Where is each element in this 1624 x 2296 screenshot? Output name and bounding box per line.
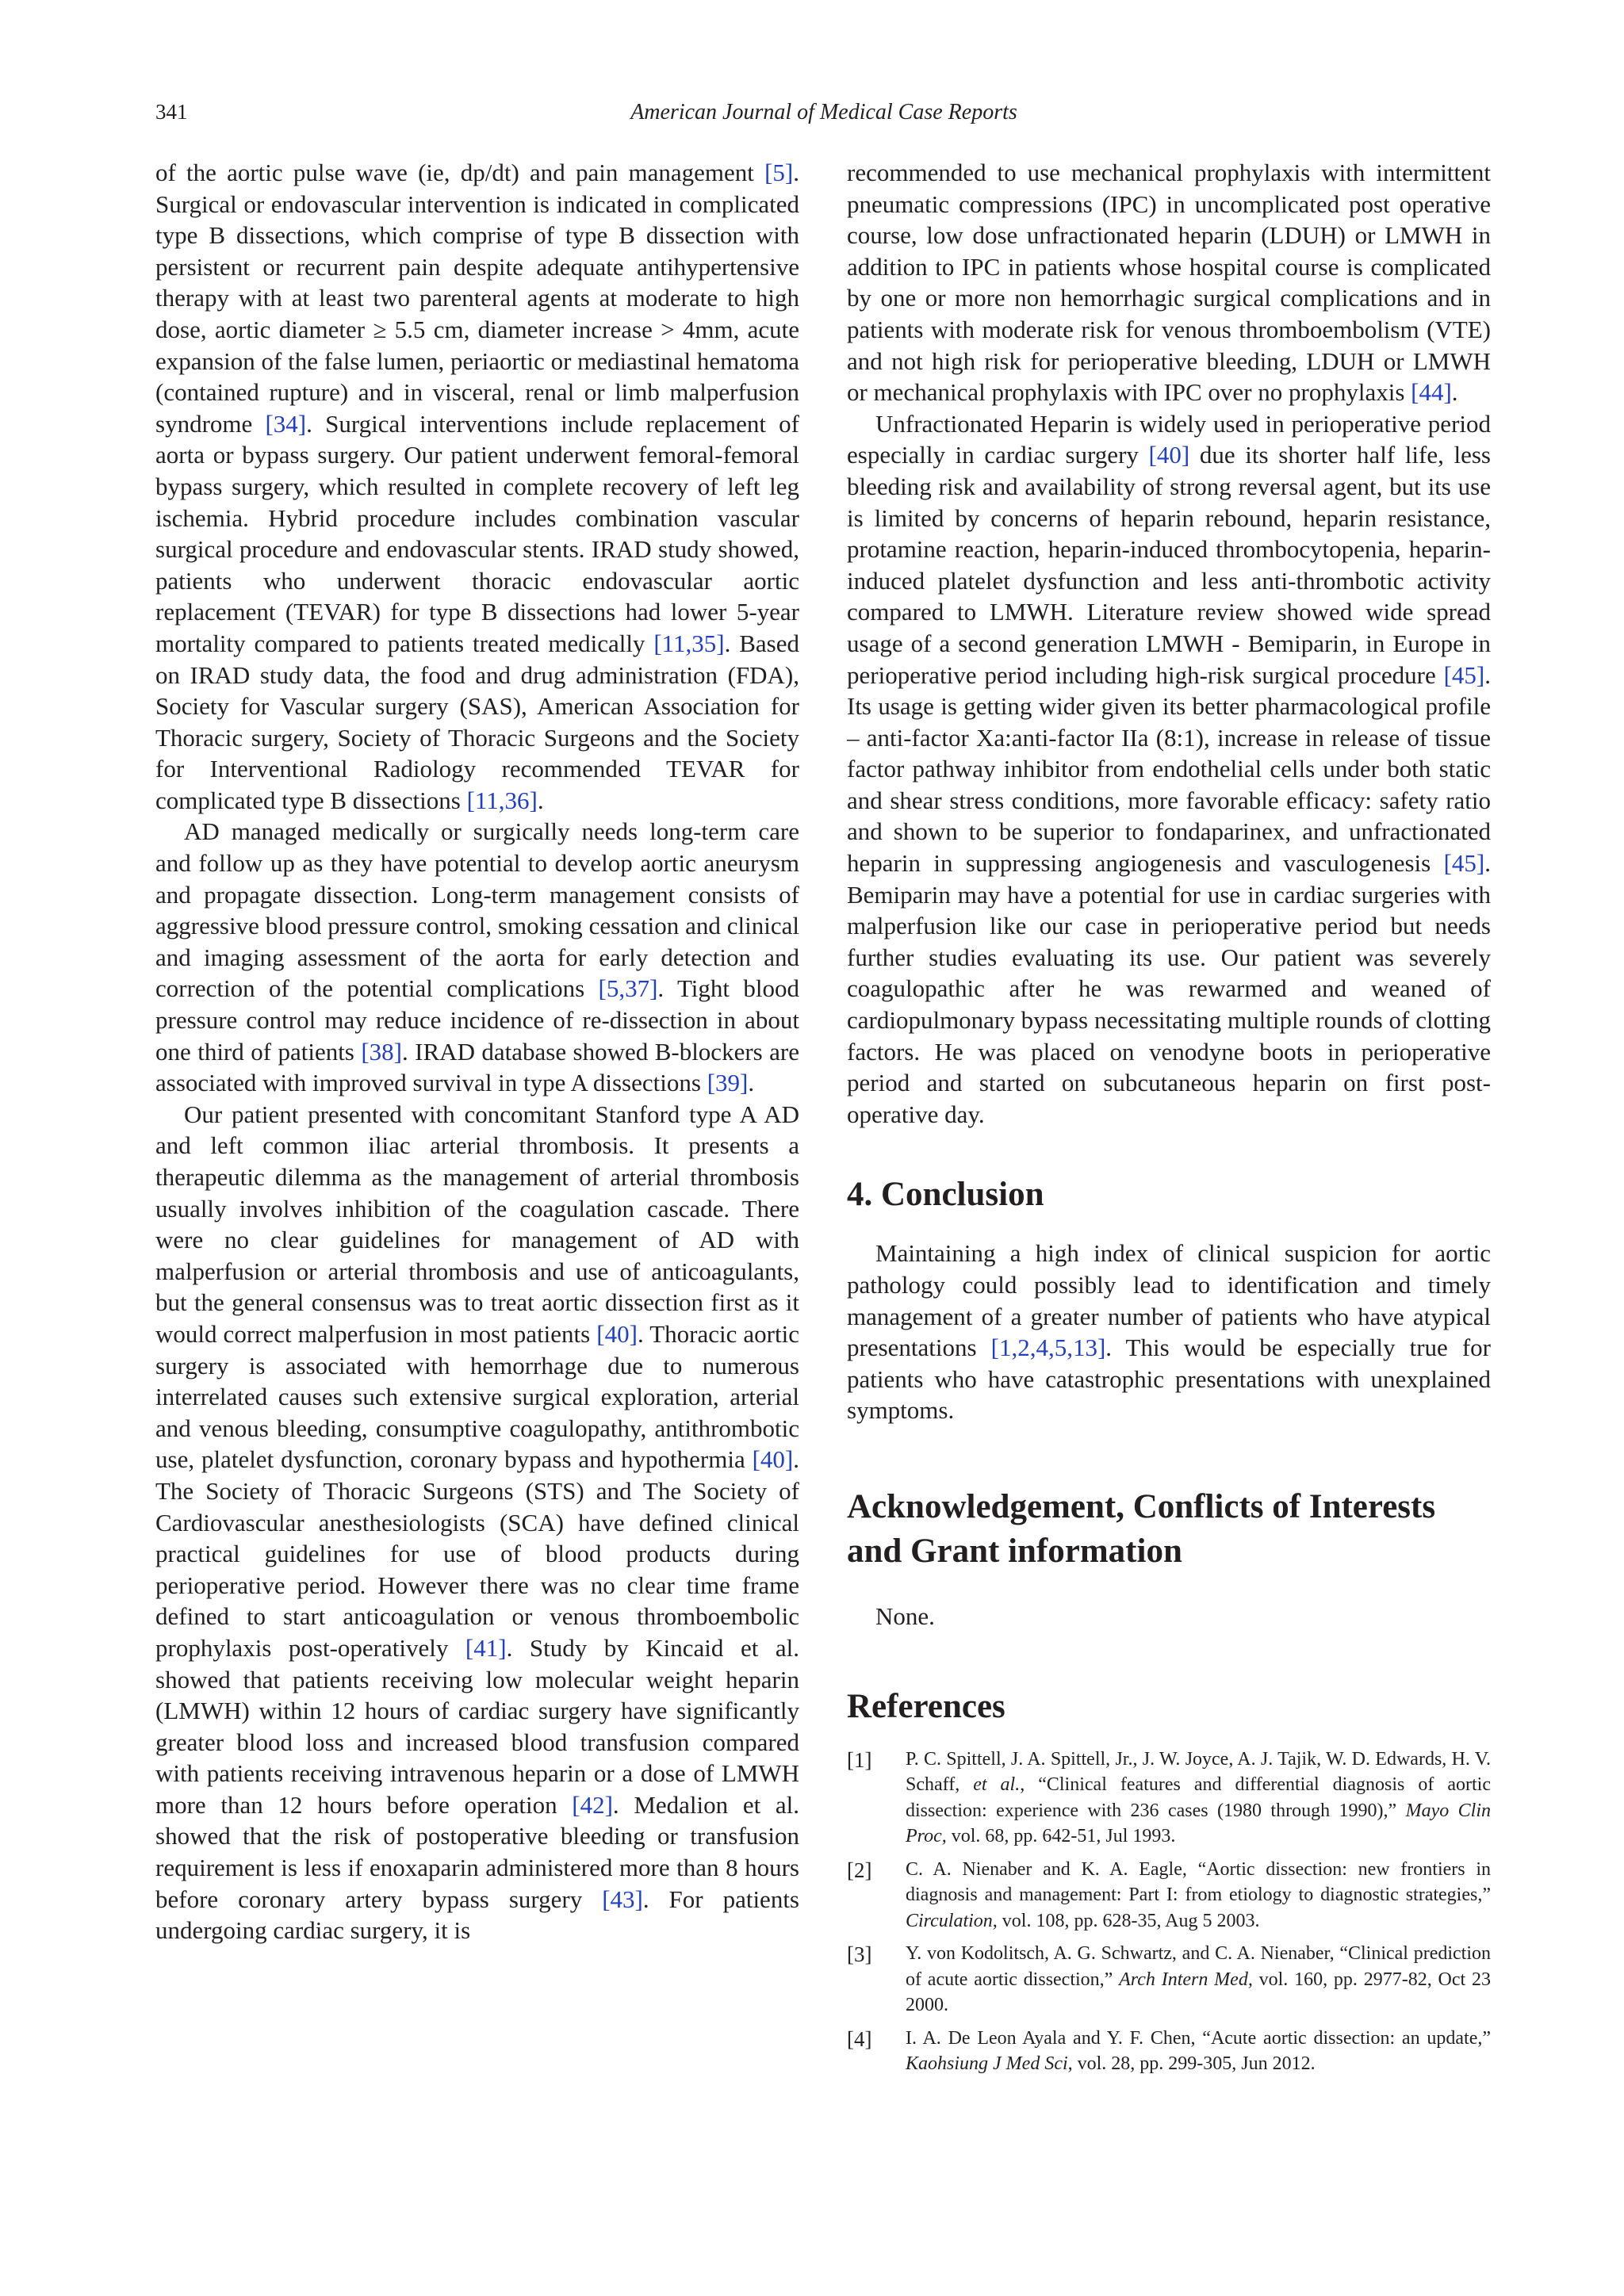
section-heading-acknowledgement: Acknowledgement, Conflicts of Interests and Grant information xyxy=(847,1487,1436,1570)
citation-link[interactable]: [45] xyxy=(1443,849,1485,878)
citation-link[interactable]: [40] xyxy=(752,1445,794,1474)
body-paragraph: of the aortic pulse wave (ie, dp/dt) and pain management [5]. Surgical or endovascular intervention is indicated in complicated type B dissections, which comprise of type B dissection with persistent or recurrent pain despite adequate antihypertensive therapy with at least two parenteral agents at moderate to high dose, aortic diameter ≥ 5.5 cm, diameter increase > 4mm, acute expansion of the false lumen, periaortic or mediastinal hematoma (contained rupture) and in visceral, renal or limb malperfusion syndrome [34]. Surgical interventions include replacement of aorta or bypass surgery. Our patient underwent femoral-femoral bypass surgery, which resulted in complete recovery of left leg ischemia. Hybrid procedure includes combination vascular surgical procedure and endovascular stents. IRAD study showed, patients who underwent thoracic endovascular aortic replacement (TEVAR) for type B dissections had lower 5-year mortality compared to patients treated medically [11,35]. Based on IRAD study data, the food and drug administration (FDA), Society for Vascular surgery (SAS), American Association for Thoracic surgery, Society of Thoracic Surgeons and the Society for Interventional Radiology recommended TEVAR for complicated type B dissections [11,36]. xyxy=(155,159,800,814)
acknowledgement-text: None. xyxy=(875,1601,935,1630)
left-column xyxy=(155,157,799,1946)
citation-link[interactable]: [43] xyxy=(602,1885,643,1913)
citation-link[interactable]: [44] xyxy=(1411,378,1452,407)
citation-link[interactable]: [38] xyxy=(361,1037,402,1066)
reference-number: [4] xyxy=(847,2026,872,2051)
citation-link[interactable]: [1,2,4,5,13] xyxy=(990,1334,1106,1362)
page-header xyxy=(155,100,1492,127)
body-paragraph: Unfractionated Heparin is widely used in perioperative period especially in cardiac surgery [40] due its shorter half life, less bleeding risk and availability of strong reversal agent, but its use is limited by concerns of heparin rebound, heparin resistance, protamine reaction, heparin-induced thrombocytopenia, heparin- induced platelet dysfunction and less anti-thrombotic activity compared to LMWH. Literature review showed wide spread usage of a second generation LMWH - Bemiparin, in Europe in perioperative period including high-risk surgical procedure [45]. Its usage is getting wider given its better pharmacological profile – anti-factor Xa:anti-factor IIa (8:1), increase in release of tissue factor pathway inhibitor from endothelial cells under both static and shear stress conditions, more favorable efficacy: safety ratio and shown to be superior to fondaparinex, and unfractionated heparin in suppressing angiogenesis and vasculogenesis [45]. Bemiparin may have a potential for use in cardiac surgeries with malperfusion like our case in perioperative period but needs further studies evaluating its use. Our patient was severely coagulopathic after he was rewarmed and weaned of cardiopulmonary bypass necessitating multiple rounds of clotting factors. He was placed on venodyne boots in perioperative period and started on subcutaneous heparin on first post-operative day. xyxy=(847,409,1491,1128)
reference-text: P. C. Spittell, J. A. Spittell, Jr., J. W. Joyce, A. J. Tajik, W. D. Edwards, H. V. Schaff, et al., “Clinical features and differential diagnosis of aortic dissection: experience with 236 cases (1980 through 1990),” Mayo Clin Proc, vol. 68, pp. 642-51, Jul 1993. xyxy=(906,1748,1491,1847)
citation-link[interactable]: [42] xyxy=(572,1790,613,1819)
citation-link[interactable]: [5,37] xyxy=(598,974,658,1003)
journal-title: American Journal of Medical Case Reports xyxy=(630,100,1017,124)
body-paragraph: Our patient presented with concomitant Stanford type A AD and left common iliac arterial thrombosis. It presents a therapeutic dilemma as the management of arterial thrombosis usually involves inhibition of the coagulation cascade. There were no clear guidelines for management of AD with malperfusion or arterial thrombosis and use of anticoagulants, but the general consensus was to treat aortic dissection first as it would correct malperfusion in most patients [40]. Thoracic aortic surgery is associated with hemorrhage due to numerous interrelated causes such extensive surgical exploration, arterial and venous bleeding, consumptive coagulopathy, antithrombotic use, platelet dysfunction, coronary bypass and hypothermia [40]. The Society of Thoracic Surgeons (STS) and The Society of Cardiovascular anesthesiologists (SCA) have defined clinical practical guidelines for use of blood products during perioperative period. However there was no clear time frame defined to start anticoagulation or venous thromboembolic prophylaxis post-operatively [41]. Study by Kincaid et al. showed that patients receiving low molecular weight heparin (LMWH) within 12 hours of cardiac surgery have significantly greater blood loss and increased blood transfusion compared with patients receiving intravenous heparin or a dose of LMWH more than 12 hours before operation [42]. Medalion et al. showed that the risk of postoperative bleeding or transfusion requirement is less if enoxaparin administered more than 8 hours before coronary artery bypass surgery [43]. For patients undergoing cardiac surgery, it is xyxy=(155,1100,800,1945)
conclusion-paragraph: Maintaining a high index of clinical suspicion for aortic pathology could possibly lead to identification and timely management of a greater number of patients who have atypical presentations [1,2,4,5,13]. This would be especially true for patients who have catastrophic presentations with unexplained symptoms. xyxy=(847,1239,1492,1425)
reference-list xyxy=(847,1747,1491,2077)
body-paragraph: AD managed medically or surgically needs long-term care and follow up as they have potential to develop aortic aneurysm and propagate dissection. Long-term management consists of aggressive blood pressure control, smoking cessation and clinical and imaging assessment of the aorta for early detection and correction of the potential complications [5,37]. Tight blood pressure control may reduce incidence of re-dissection in about one third of patients [38]. IRAD database showed B-blockers are associated with improved survival in type A dissections [39]. xyxy=(155,817,799,1097)
citation-link[interactable]: [40] xyxy=(1148,441,1190,469)
citation-link[interactable]: [41] xyxy=(465,1633,507,1662)
section-heading-references: References xyxy=(847,1687,1005,1725)
reference-text: Y. von Kodolitsch, A. G. Schwartz, and C. A. Nienaber, “Clinical prediction of acute aortic dissection,” Arch Intern Med, vol. 160, pp. 2977-82, Oct 23 2000. xyxy=(906,1943,1492,2016)
reference-text: C. A. Nienaber and K. A. Eagle, “Aortic dissection: new frontiers in diagnosis and management: Part I: from etiology to diagnostic strategies,” Circulation, vol. 108, pp. 628-35, Aug 5 2003. xyxy=(906,1858,1491,1931)
citation-link[interactable]: [40] xyxy=(596,1319,638,1348)
reference-item xyxy=(847,1747,1491,1850)
section-heading-conclusion: 4. Conclusion xyxy=(847,1176,1044,1214)
page-number: 341 xyxy=(155,100,188,124)
reference-number: [1] xyxy=(847,1747,872,1772)
reference-number: [3] xyxy=(847,1942,872,1967)
reference-item xyxy=(847,1941,1491,2019)
citation-link[interactable]: [11,35] xyxy=(653,629,725,657)
citation-link[interactable]: [34] xyxy=(265,409,307,438)
citation-link[interactable]: [39] xyxy=(707,1069,749,1097)
reference-item xyxy=(847,2026,1491,2077)
body-paragraph: recommended to use mechanical prophylaxis with intermittent pneumatic compressions (IPC) in uncomplicated post operative course, low dose unfractionated heparin (LDUH) or LMWH in addition to IPC in patients whose hospital course is complicated by one or more non hemorrhagic surgical complications and in patients with moderate risk for venous thromboembolism (VTE) and not high risk for perioperative bleeding, LDUH or LMWH or mechanical prophylaxis with IPC over no prophylaxis [44]. xyxy=(847,159,1491,407)
reference-text: I. A. De Leon Ayala and Y. F. Chen, “Acute aortic dissection: an update,” Kaohsiung J Med Sci, vol. 28, pp. 299-305, Jun 2012. xyxy=(906,2027,1491,2075)
citation-link[interactable]: [45] xyxy=(1443,660,1485,689)
right-column xyxy=(847,157,1491,2084)
citation-link[interactable]: [11,36] xyxy=(466,786,538,814)
citation-link[interactable]: [5] xyxy=(764,159,794,186)
reference-item xyxy=(847,1857,1491,1934)
reference-number: [2] xyxy=(847,1858,872,1882)
